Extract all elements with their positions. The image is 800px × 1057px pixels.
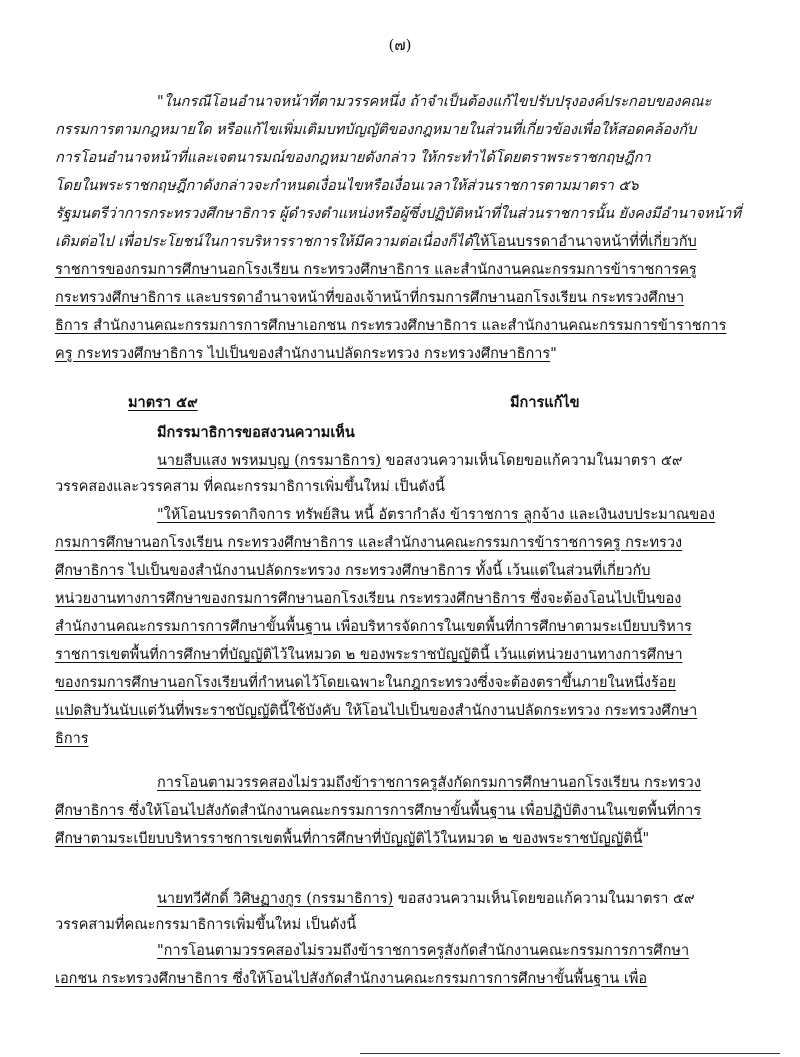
reservation-2-member-name: นายทวีศักดิ์ วิศิษฏางกูร (กรรมาธิการ) <box>157 891 394 907</box>
reservation-1-para-1-line-8: แปดสิบวันนับแต่วันที่พระราชบัญญัตินี้ใช้บังคับ ให้โอนไปเป็นของสำนักงานปลัดกระทรวง กระทรวงศึกษา <box>55 703 698 719</box>
section-heading: มีกรรมาธิการขอสงวนความเห็น <box>157 424 355 441</box>
amendment-line-6-underlined: ให้โอนบรรดาอำนาจหน้าที่ที่เกี่ยวกับ <box>472 234 697 250</box>
reservation-1-intro-rest: ขอสงวนความเห็นโดยขอแก้ความในมาตรา ๕๙ <box>381 453 683 469</box>
amendment-line-8: กระทรวงศึกษาธิการ และบรรดาอำนาจหน้าที่ของเจ้าหน้าที่กรมการศึกษานอกโรงเรียน กระทรวงศึกษา <box>55 290 685 306</box>
amendment-close-quote: " <box>550 346 557 362</box>
amendment-line-10 <box>55 341 557 367</box>
amendment-line-7: ราชการของกรมการศึกษานอกโรงเรียน กระทรวงศึกษาธิการ และสำนักงานคณะกรรมการข้าราชการครู <box>55 262 697 278</box>
amendment-line-6 <box>55 229 697 255</box>
reservation-1-intro <box>157 448 682 474</box>
section-status: มีการแก้ไข <box>510 394 580 411</box>
reservation-1-para-2-last-text: ศึกษาตามระเบียบบริหารราชการเขตพื้นที่การศึกษาที่บัญญัติไว้ในหมวด ๒ ของพระราชบัญญัตินี้ <box>55 831 643 847</box>
reservation-2-intro <box>157 886 695 912</box>
reservation-1-para-1-line-9: ธิการ <box>55 731 89 747</box>
section-label: มาตรา ๕๙ <box>128 394 198 411</box>
reservation-1-intro-line-2: วรรคสองและวรรคสาม ที่คณะกรรมาธิการเพิ่มขึ้นใหม่ เป็นดังนี้ <box>55 479 445 495</box>
reservation-1-member-name: นายสืบแสง พรหมบุญ (กรรมาธิการ) <box>157 453 382 469</box>
reservation-2-intro-line-2: วรรคสามที่คณะกรรมาธิการเพิ่มขึ้นใหม่ เป็นดังนี้ <box>55 917 357 933</box>
reservation-1-para-1-line-5: สำนักงานคณะกรรมการการศึกษาขั้นพื้นฐาน เพื่อบริหารจัดการในเขตพื้นที่การศึกษาตามระเบียบบริหาร <box>55 619 692 635</box>
reservation-2-para-line-2: เอกชน กระทรวงศึกษาธิการ ซึ่งให้โอนไปสังกัดสำนักงานคณะกรรมการการศึกษาขั้นพื้นฐาน เพื่อ <box>55 971 648 987</box>
reservation-1-para-1-line-3: ศึกษาธิการ ไปเป็นของสำนักงานปลัดกระทรวง กระทรวงศึกษาธิการ ทั้งนี้ เว้นแต่ในส่วนที่เกี่ยวกับ <box>55 563 651 579</box>
amendment-line-6-italic: เดิมต่อไป เพื่อประโยชน์ในการบริหารราชการให้มีความต่อเนื่องก็ได้ <box>55 234 473 250</box>
amendment-line-10-underlined: ครู กระทรวงศึกษาธิการ ไปเป็นของสำนักงานปลัดกระทรวง กระทรวงศึกษาธิการ <box>55 346 551 362</box>
footer-rule <box>360 1053 780 1054</box>
reservation-1-para-2-line-2: ศึกษาธิการ ซึ่งให้โอนไปสังกัดสำนักงานคณะกรรมการการศึกษาขั้นพื้นฐาน เพื่อปฏิบัติงานในเขตพื้นที่การ <box>55 803 702 819</box>
reservation-1-para-1-line-6: ราชการเขตพื้นที่การศึกษาที่บัญญัติไว้ในหมวด ๒ ของพระราชบัญญัตินี้ เว้นแต่หน่วยงานทางการศึกษา <box>55 647 683 663</box>
amendment-line-3: การโอนอำนาจหน้าที่และเจตนารมณ์ของกฎหมายดังกล่าว ให้กระทำได้โดยตราพระราชกฤษฎีกา <box>55 150 651 166</box>
reservation-1-para-1-line-4: หน่วยงานทางการศึกษาของกรมการศึกษานอกโรงเรียน กระทรวงศึกษาธิการ ซึ่งจะต้องโอนไปเป็นของ <box>55 591 682 607</box>
amendment-line-1: "ในกรณีโอนอำนาจหน้าที่ตามวรรคหนึ่ง ถ้าจำเป็นต้องแก้ไขปรับปรุงองค์ประกอบของคณะ <box>157 94 712 110</box>
amendment-line-2: กรรมการตามกฎหมายใด หรือแก้ไขเพิ่มเติมบทบัญญัติของกฎหมายในส่วนที่เกี่ยวข้องเพื่อให้สอดคล้องกับ <box>55 122 697 138</box>
reservation-1-close-quote: " <box>642 831 650 847</box>
reservation-2-para-line-1: "การโอนตามวรรคสองไม่รวมถึงข้าราชการครูสังกัดสำนักงานคณะกรรมการการศึกษา <box>157 943 690 959</box>
reservation-1-para-1-line-7: ของกรมการศึกษานอกโรงเรียนที่กำหนดไว้โดยเฉพาะในกฎกระทรวงซึ่งจะต้องตราขึ้นภายในหนึ่งร้อย <box>55 675 676 691</box>
reservation-1-para-2-line-3 <box>55 826 649 852</box>
amendment-line-4: โดยในพระราชกฤษฎีกาดังกล่าวจะกำหนดเงื่อนไขหรือเงื่อนเวลาให้ส่วนราชการตามมาตรา ๕๖ <box>55 178 639 194</box>
reservation-1-para-1-line-2: กรมการศึกษานอกโรงเรียน กระทรวงศึกษาธิการ และสำนักงานคณะกรรมการข้าราชการครู กระทรวง <box>55 535 683 551</box>
amendment-line-9: ธิการ สำนักงานคณะกรรมการการศึกษาเอกชน กระทรวงศึกษาธิการ และสำนักงานคณะกรรมการข้าราชการ <box>55 318 727 334</box>
reservation-1-para-2-line-1: การโอนตามวรรคสองไม่รวมถึงข้าราชการครูสังกัดกรมการศึกษานอกโรงเรียน กระทรวง <box>157 775 701 791</box>
amendment-line-5: รัฐมนตรีว่าการกระทรวงศึกษาธิการ ผู้ดำรงตำแหน่งหรือผู้ซึ่งปฏิบัติหน้าที่ในส่วนราชการนั้น ยังคงมีอำนาจหน้าที่ <box>55 206 742 222</box>
reservation-2-intro-rest: ขอสงวนความเห็นโดยขอแก้ความในมาตรา ๕๙ <box>393 891 695 907</box>
page-number: (๗) <box>388 36 412 54</box>
reservation-1-para-1-line-1: "ให้โอนบรรดากิจการ ทรัพย์สิน หนี้ อัตรากำลัง ข้าราชการ ลูกจ้าง และเงินงบประมาณของ <box>157 507 716 523</box>
